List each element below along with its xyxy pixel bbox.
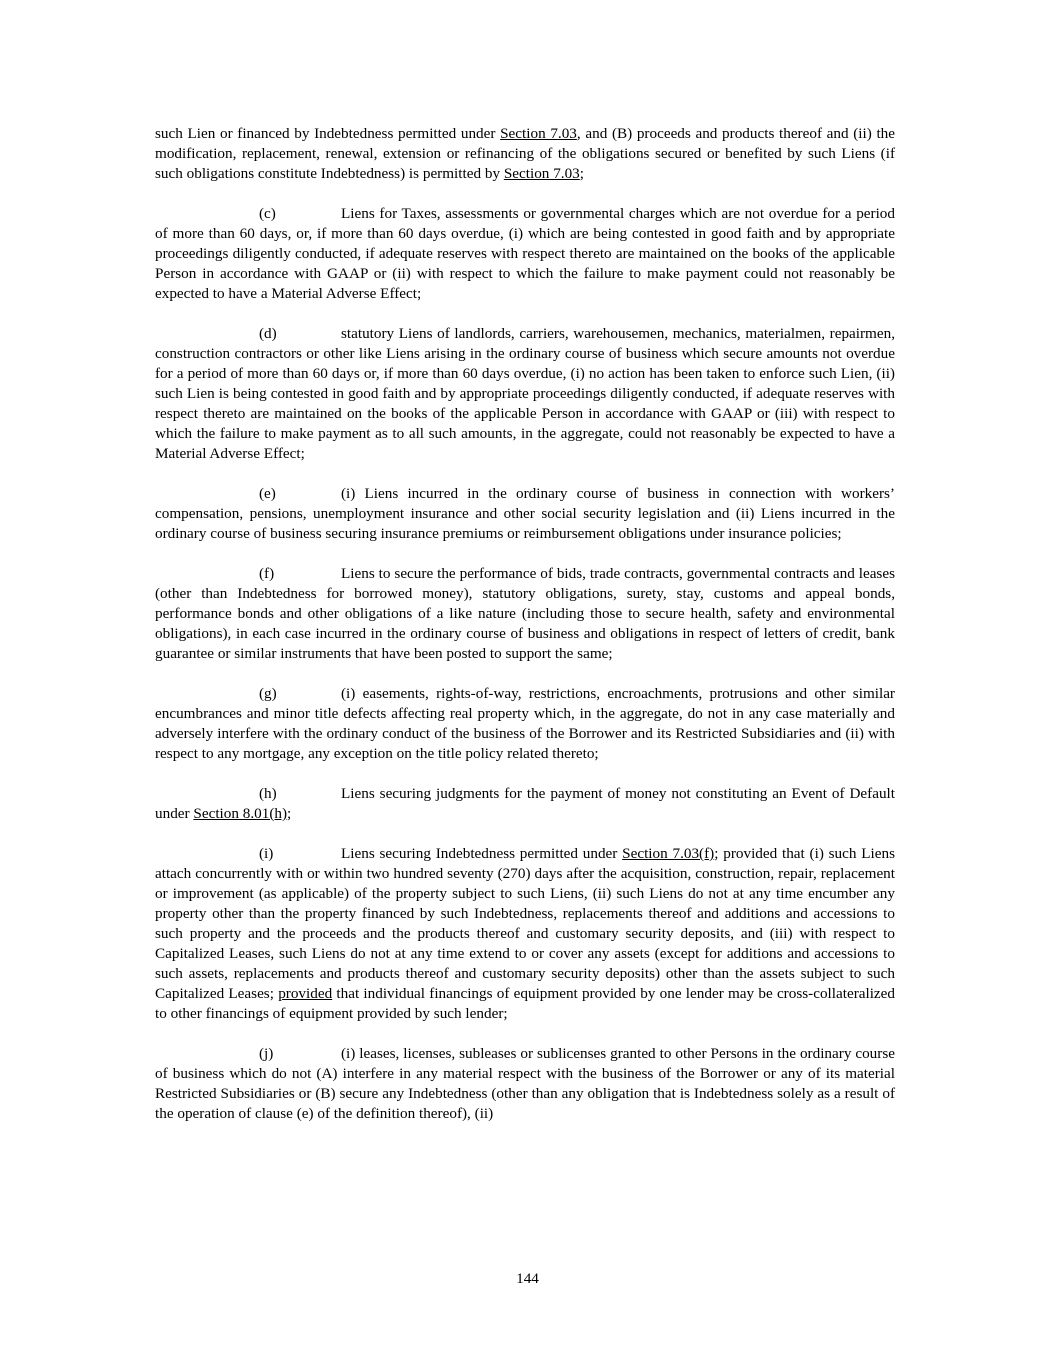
page-number: 144	[516, 1270, 539, 1287]
paragraph-g	[155, 684, 895, 764]
paragraph-text: (i) Liens incurred in the ordinary course of business in connection with workers’ compensation, pensions, unemployment insurance and other social security legislation and (ii) Liens incurred in the ordinary course of business securing insurance premiums or reimbursement obligations under insurance policies;	[155, 485, 895, 542]
paragraph-text: statutory Liens of landlords, carriers, warehousemen, mechanics, materialmen, repairmen, construction contractors or other like Liens arising in the ordinary course of business which secure amounts not overdue for a period of more than 60 days or, if more than 60 days overdue, (i) no action has been taken to enforce such Lien, (ii) such Lien is being contested in good faith and by appropriate proceedings diligently conducted, if adequate reserves with respect thereto are maintained on the books of the applicable Person in accordance with GAAP or (iii) with respect to which the failure to make payment as to all such amounts, in the aggregate, could not reasonably be expected to have a Material Adverse Effect;	[155, 325, 895, 462]
clause-label: (e)	[259, 485, 276, 502]
paragraph-e	[155, 484, 895, 544]
paragraph-i	[155, 844, 895, 1024]
section-reference: Section 8.01(h)	[193, 805, 288, 822]
paragraph-text: such Lien or financed by Indebtedness permitted under Section 7.03, and (B) proceeds and products thereof and (ii) the modification, replacement, renewal, extension or refinancing of the obligations secured or benefited by such Liens (if such obligations constitute Indebtedness) is permitted by Section 7.03;	[155, 125, 896, 182]
paragraph-d	[155, 324, 895, 464]
clause-label: (h)	[259, 785, 277, 802]
clause-label: (i)	[259, 845, 274, 862]
paragraph-text: Liens to secure the performance of bids, trade contracts, governmental contracts and leases (other than Indebtedness for borrowed money), statutory obligations, surety, stay, customs and appeal bonds, performance bonds and other obligations of a like nature (including those to secure health, safety and environmental obligations), in each case incurred in the ordinary course of business and obligations in respect of letters of credit, bank guarantee or similar instruments that have been posted to support the same;	[155, 565, 895, 662]
paragraph-j	[155, 1044, 895, 1124]
defined-term: provided	[278, 985, 333, 1002]
paragraph-continuation	[155, 124, 895, 184]
paragraph-text: Liens for Taxes, assessments or governmental charges which are not overdue for a period of more than 60 days, or, if more than 60 days overdue, (i) which are being contested in good faith and by appropriate proceedings diligently conducted, if adequate reserves with respect thereto are maintained on the books of the applicable Person in accordance with GAAP or (ii) with respect to which the failure to make payment could not reasonably be expected to have a Material Adverse Effect;	[155, 205, 895, 302]
paragraph-text: Liens securing Indebtedness permitted under Section 7.03(f); provided that (i) such Liens attach concurrently with or within two hundred seventy (270) days after the acquisition, construction, repair, replacement or improvement (as applicable) of the property subject to such Liens, (ii) such Liens do not at any time encumber any property other than the property financed by such Indebtedness, replacements thereof and additions and accessions to such property and the proceeds and the products thereof and customary security deposits, and (iii) with respect to Capitalized Leases, such Liens do not at any time extend to or cover any assets (except for additions and accessions to such assets, replacements and products thereof and customary security deposits) other than the assets subject to such Capitalized Leases; provided that individual financings of equipment provided by one lender may be cross-collateralized to other financings of equipment provided by such lender;	[155, 845, 896, 1022]
section-reference: Section 7.03(f)	[622, 845, 715, 862]
paragraph-h	[155, 784, 895, 824]
section-reference: Section 7.03	[503, 165, 580, 182]
document-page	[155, 124, 895, 1144]
clause-label: (d)	[259, 325, 277, 342]
paragraph-text: (i) easements, rights-of-way, restrictions, encroachments, protrusions and other similar encumbrances and minor title defects affecting real property which, in the aggregate, do not in any case materially and adversely interfere with the ordinary conduct of the business of the Borrower and its Restricted Subsidiaries and (ii) with respect to any mortgage, any exception on the title policy related thereto;	[155, 685, 895, 762]
paragraph-c	[155, 204, 895, 304]
paragraph-f	[155, 564, 895, 664]
paragraph-text: (i) leases, licenses, subleases or sublicenses granted to other Persons in the ordinary course of business which do not (A) interfere in any material respect with the business of the Borrower or any of its material Restricted Subsidiaries or (B) secure any Indebtedness (other than any obligation that is Indebtedness solely as a result of the operation of clause (e) of the definition thereof), (ii)	[155, 1045, 895, 1122]
section-reference: Section 7.03	[500, 125, 577, 142]
clause-label: (j)	[259, 1045, 274, 1062]
clause-label: (c)	[259, 205, 276, 222]
paragraph-text: Liens securing judgments for the payment of money not constituting an Event of Default under Section 8.01(h);	[155, 785, 895, 822]
clause-label: (f)	[259, 565, 275, 582]
clause-label: (g)	[259, 685, 277, 702]
